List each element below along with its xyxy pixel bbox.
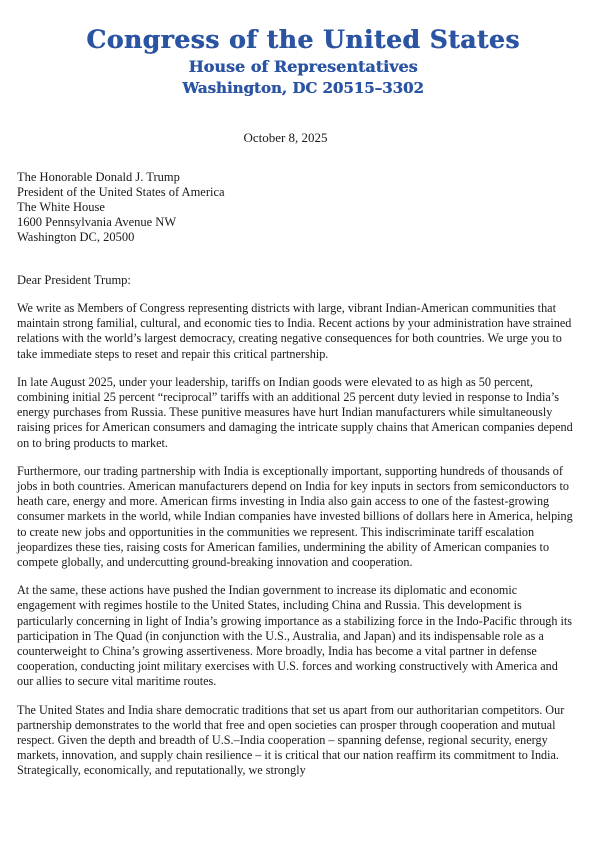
- letterhead: [28, 26, 578, 97]
- recipient-title: President of the United States of America: [17, 185, 225, 199]
- letterhead-address-line: Washington, DC 20515–3302: [182, 79, 424, 97]
- letter-date: October 8, 2025: [243, 130, 328, 145]
- recipient-building: The White House: [17, 200, 105, 214]
- letter-body: [17, 301, 578, 779]
- recipient-name: The Honorable Donald J. Trump: [17, 170, 180, 184]
- recipient-street: 1600 Pennsylvania Avenue NW: [17, 215, 177, 229]
- body-paragraph: In late August 2025, under your leadership, tariffs on Indian goods were elevated to as high as 50 percent, combining initial 25 percent “reciprocal” tariffs with an additional 25 percent duty levied in response to India’s energy purchases from Russia. These punitive measures have hurt Indian manufacturers while simultaneously raising prices for American consumers and damaging the intricate supply chains that American companies depend on to bring products to market.: [17, 374, 573, 450]
- body-paragraph: Furthermore, our trading partnership with India is exceptionally important, supporting hundreds of thousands of jobs in both countries. American manufacturers depend on India for key inputs in sectors from semiconductors to heath care, energy and more. American firms investing in India also gain access to one of the fastest-growing consumer markets in the world, while Indian companies have invested billions of dollars here in America, helping to create new jobs and opportunities in the communities we represent. This indiscriminate tariff escalation jeopardizes these ties, raising costs for American families, undermining the ability of American companies to compete globally, and undercutting ground-breaking innovation and cooperation.: [17, 463, 573, 570]
- body-paragraph: The United States and India share democratic traditions that set us apart from our authoritarian competitors. Our partnership demonstrates to the world that free and open societies can prosper through cooperation and mutual respect. Given the depth and breadth of U.S.–India cooperation – spanning defense, regional security, energy markets, innovation, and supply chain resilience – it is critical that our nation reaffirm its commitment to India. Strategically, economically, and reputationally, we strongly: [17, 702, 565, 778]
- salutation: Dear President Trump:: [17, 273, 131, 287]
- recipient-block: [17, 170, 578, 245]
- body-paragraph: At the same, these actions have pushed the Indian government to increase its diplomatic and economic engagement with regimes hostile to the United States, including China and Russia. This development is particularly concerning in light of India’s growing importance as a stabilizing force in the Indo-Pacific through its participation in The Quad (in conjunction with the U.S., Australia, and Japan) and its indispensable role as a counterweight to China’s growing assertiveness. More broadly, India has become a vital partner in defense cooperation, conducting joint military exercises with U.S. forces and working constructively with America and our allies to secure vital maritime routes.: [17, 583, 573, 689]
- recipient-city-zip: Washington DC, 20500: [17, 230, 135, 244]
- letterhead-congress-title: Congress of the United States: [86, 25, 520, 54]
- body-paragraph: We write as Members of Congress representing districts with large, vibrant Indian-American communities that maintain strong familial, cultural, and economic ties to India. Recent actions by your administration have strained relations with the world’s largest democracy, creating negative consequences for both countries. We urge you to take immediate steps to reset and repair this critical partnership.: [17, 301, 572, 361]
- letterhead-house-subtitle: House of Representatives: [188, 57, 418, 76]
